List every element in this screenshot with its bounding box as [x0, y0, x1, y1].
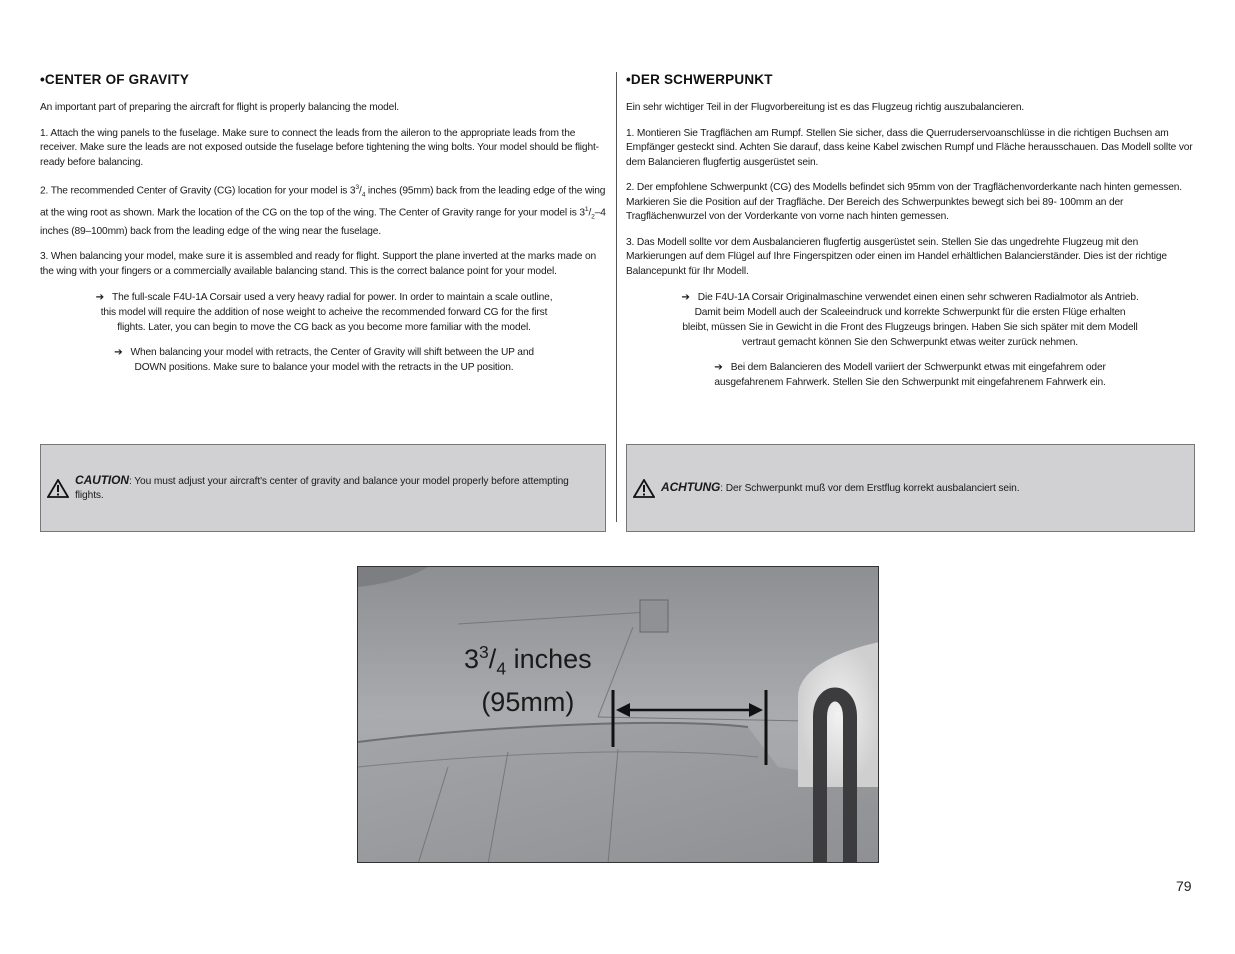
wing-root-illustration	[358, 567, 879, 863]
intro-paragraph: Ein sehr wichtiger Teil in der Flugvorbereitung ist es das Flugzeug richtig auszubalancieren.	[626, 102, 1025, 113]
caution-box-german	[626, 444, 1195, 532]
cg-distance-label	[464, 635, 592, 719]
column-divider	[616, 72, 617, 522]
caution-label: ACHTUNG	[661, 480, 721, 494]
cg-mm-text: (95mm)	[481, 687, 575, 718]
section-heading-german: •DER SCHWERPUNKT	[626, 72, 773, 87]
step-1-paragraph: 1. Attach the wing panels to the fuselage. Make sure to connect the leads from the aileron to the appropriate leads from the receiver. Make sure the leads are not exposed outside the fuselage before tightening the wing bolts. Your model should be flight-ready before balancing.	[40, 127, 599, 168]
page-number: 79	[1176, 878, 1192, 894]
german-column	[626, 72, 1194, 400]
caution-label: CAUTION	[75, 473, 129, 487]
caution-box-english	[40, 444, 606, 532]
arrow-right-icon: ➔	[714, 362, 723, 373]
arrow-right-icon: ➔	[114, 347, 123, 359]
caution-text: CAUTION: You must adjust your aircraft's center of gravity and balance your model properly before attempting flights.	[75, 473, 569, 501]
note-1: ➔ Die F4U-1A Corsair Originalmaschine verwendet einen einen sehr schweren Radialmotor als Antrieb. Damit beim Modell auch der Scaleeindruck und korrekte Schwerpunkt für die ersten Flüge erhalten bleibt, müssen Sie in Gewicht in die Front des Flugzeugs bringen. Haben Sie sich später mit dem Modell vertraut gemacht können Sie den Schwerpunkt etwas weiter zurück nehmen.	[681, 292, 1139, 348]
step-2-paragraph: 2. Der empfohlene Schwerpunkt (CG) des Modells befindet sich 95mm von der Tragflächenvorderkante nach hinten gemessen. Markieren Sie die Position auf der Tragfläche. Der Bereich des Schwerpunktes bewegt sich bei 89- 100mm an der Tragflächenwurzel von der Vorderkante von vorne nach hinten gemessen.	[626, 182, 1182, 222]
step-1-paragraph: 1. Montieren Sie Tragflächen am Rumpf. Stellen Sie sicher, dass die Querruderservoanschlüsse in die richtigen Buchsen am Empfänger gesteckt sind. Achten Sie darauf, dass keine Kabel zwischen Rumpf und Fläche herausschauen. Das Modell sollte vor dem Balancieren flugfertig ausgerüstet sein.	[626, 127, 1193, 168]
step-3-paragraph: 3. When balancing your model, make sure it is assembled and ready for flight. Support the plane inverted at the marks made on the wing with your fingers or a commercially available balancing stand. This is the correct balance point for your model.	[40, 251, 597, 277]
intro-paragraph: An important part of preparing the aircraft for flight is properly balancing the model.	[40, 102, 399, 113]
english-column	[40, 72, 608, 385]
cg-location-photo	[357, 566, 879, 863]
section-heading-english: •CENTER OF GRAVITY	[40, 72, 190, 87]
note-1: ➔ The full-scale F4U-1A Corsair used a very heavy radial for power. In order to maintain a scale outline, this model will require the addition of nose weight to acheive the recommended forward CG for the first flights. Later, you can begin to move the CG back as you become more familiar with the model.	[95, 292, 553, 334]
arrow-right-icon: ➔	[95, 292, 104, 304]
warning-triangle-icon	[47, 479, 69, 498]
step-3-paragraph: 3. Das Modell sollte vor dem Ausbalancieren flugfertig ausgerüstet sein. Stellen Sie das ungedrehte Flugzeug mit den Markierungen auf dem Flügel auf Ihre Fingerspitzen oder einen im Handel erhältlichen Balancierständer. Dies ist der richtige Balancepunkt für Ihr Modell.	[626, 236, 1167, 277]
note-2: ➔ Bei dem Balancieren des Modell variiert der Schwerpunkt etwas mit eingefahrem oder ausgefahrenem Fahrwerk. Stellen Sie den Schwerpunkt mit eingefahrenem Fahrwerk ein.	[714, 362, 1106, 388]
arrow-right-icon: ➔	[681, 292, 690, 303]
note-2: ➔ When balancing your model with retracts, the Center of Gravity will shift between the UP and DOWN positions. Make sure to balance your model with the retracts in the UP position.	[114, 347, 534, 374]
warning-triangle-icon	[633, 479, 655, 498]
caution-text: ACHTUNG: Der Schwerpunkt muß vor dem Erstflug korrekt ausbalanciert sein.	[661, 480, 1020, 494]
cg-inches-text: $3^3/_4$ inches	[464, 642, 592, 679]
step-2-paragraph: 2. The recommended Center of Gravity (CG) location for your model is $3^3/_4$ inches (95mm) back from the leading edge of the wing at the wing root as shown. Mark the location of the CG on the top of the wing. The Center of Gravity range for your model is $3^1/_2-4$ inches (89–100mm) back from the leading edge of the wing near the fuselage.	[40, 184, 606, 237]
